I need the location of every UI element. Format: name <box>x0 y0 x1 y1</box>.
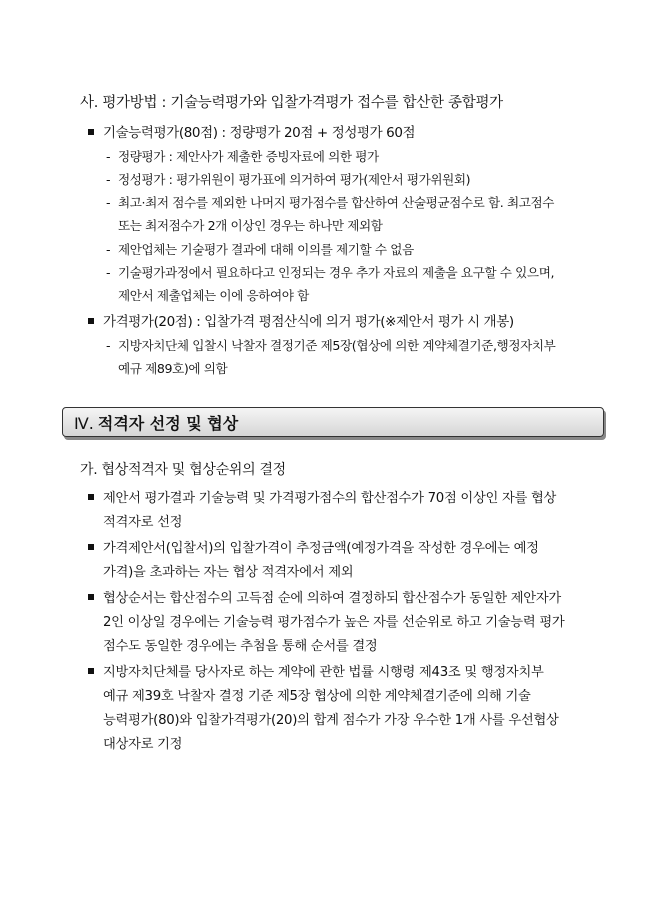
dash-item: - 정량평가 : 제안사가 제출한 증빙자료에 의한 평가 <box>106 149 379 164</box>
bullet-tech-eval <box>88 121 415 141</box>
tech-eval-label: 기술능력평가(80점) : 정량평가 20점 + 정성평가 60점 <box>103 125 416 141</box>
dash-item: - 지방자치단체 입찰시 낙찰자 결정기준 제5장(협상에 의한 계약체결기준,행정자치부 <box>106 338 556 353</box>
square-bullet-icon <box>88 494 94 500</box>
square-bullet-icon <box>88 318 94 324</box>
dash-item: - 정성평가 : 평가위원이 평가표에 의거하여 평가(제안서 평가위원회) <box>106 172 471 187</box>
dash-item-continuation: 또는 최저점수가 2개 이상인 경우는 하나만 제외함 <box>118 218 383 233</box>
square-bullet-icon <box>88 668 94 674</box>
square-bullet-icon <box>88 544 94 550</box>
dash-item: - 기술평가과정에서 필요하다고 인정되는 경우 추가 자료의 제출을 요구할 수 있으며, <box>106 265 555 280</box>
dash-item: - 제안업체는 기술평가 결과에 대해 이의를 제기할 수 없음 <box>106 242 414 257</box>
list-item-continuation: 예규 제39호 낙찰자 결정 기준 제5장 협상에 의한 계약체결기준에 의해 기술 <box>103 689 531 704</box>
list-item: 지방자치단체를 당사자로 하는 계약에 관한 법률 시행령 제43조 및 행정자치부 <box>88 661 544 680</box>
square-bullet-icon <box>88 129 94 135</box>
list-item-continuation: 능력평가(80)와 입찰가격평가(20)의 합계 점수가 가장 우수한 1개 사를 우선협상 <box>103 713 559 728</box>
list-item-continuation: 가격)을 초과하는 자는 협상 적격자에서 제외 <box>103 565 354 580</box>
list-item-continuation: 점수도 동일한 경우에는 추첨을 통해 순서를 결정 <box>103 639 378 654</box>
list-item-continuation: 2인 이상일 경우에는 기술능력 평가점수가 높은 자를 선순위로 하고 기술능력 평가 <box>103 615 565 630</box>
section-ga-heading: 가. 협상적격자 및 협상순위의 결정 <box>80 462 286 478</box>
list-item-continuation: 대상자로 기정 <box>103 737 183 752</box>
list-item: 협상순서는 합산점수의 고득점 순에 의하여 결정하되 합산점수가 동일한 제안자가 <box>88 587 561 606</box>
list-item-continuation: 적격자로 선정 <box>103 515 183 530</box>
dash-item: - 최고·최저 점수를 제외한 나머지 평가점수를 합산하여 산술평균점수로 함. 최고점수 <box>106 195 555 210</box>
bullet-price-eval <box>88 310 514 330</box>
section-iv-title-text: 적격자 선정 및 협상 <box>97 414 239 433</box>
section-sa-heading: 사. 평가방법 : 기술능력평가와 입찰가격평가 접수를 합산한 종합평가 <box>80 95 503 111</box>
section-iv-title <box>74 411 238 434</box>
section-iv-number: Ⅳ. <box>74 414 94 433</box>
price-eval-label: 가격평가(20점) : 입찰가격 평점산식에 의거 평가(※제안서 평가 시 개봉) <box>103 314 514 330</box>
dash-item-continuation: 예규 제89호)에 의함 <box>118 361 228 376</box>
list-item: 제안서 평가결과 기술능력 및 가격평가점수의 합산점수가 70점 이상인 자를 협상 <box>88 487 556 506</box>
list-item: 가격제안서(입찰서)의 입찰가격이 추정금액(예정가격을 작성한 경우에는 예정 <box>88 537 539 556</box>
square-bullet-icon <box>88 594 94 600</box>
dash-item-continuation: 제안서 제출업체는 이에 응하여야 함 <box>118 288 309 303</box>
